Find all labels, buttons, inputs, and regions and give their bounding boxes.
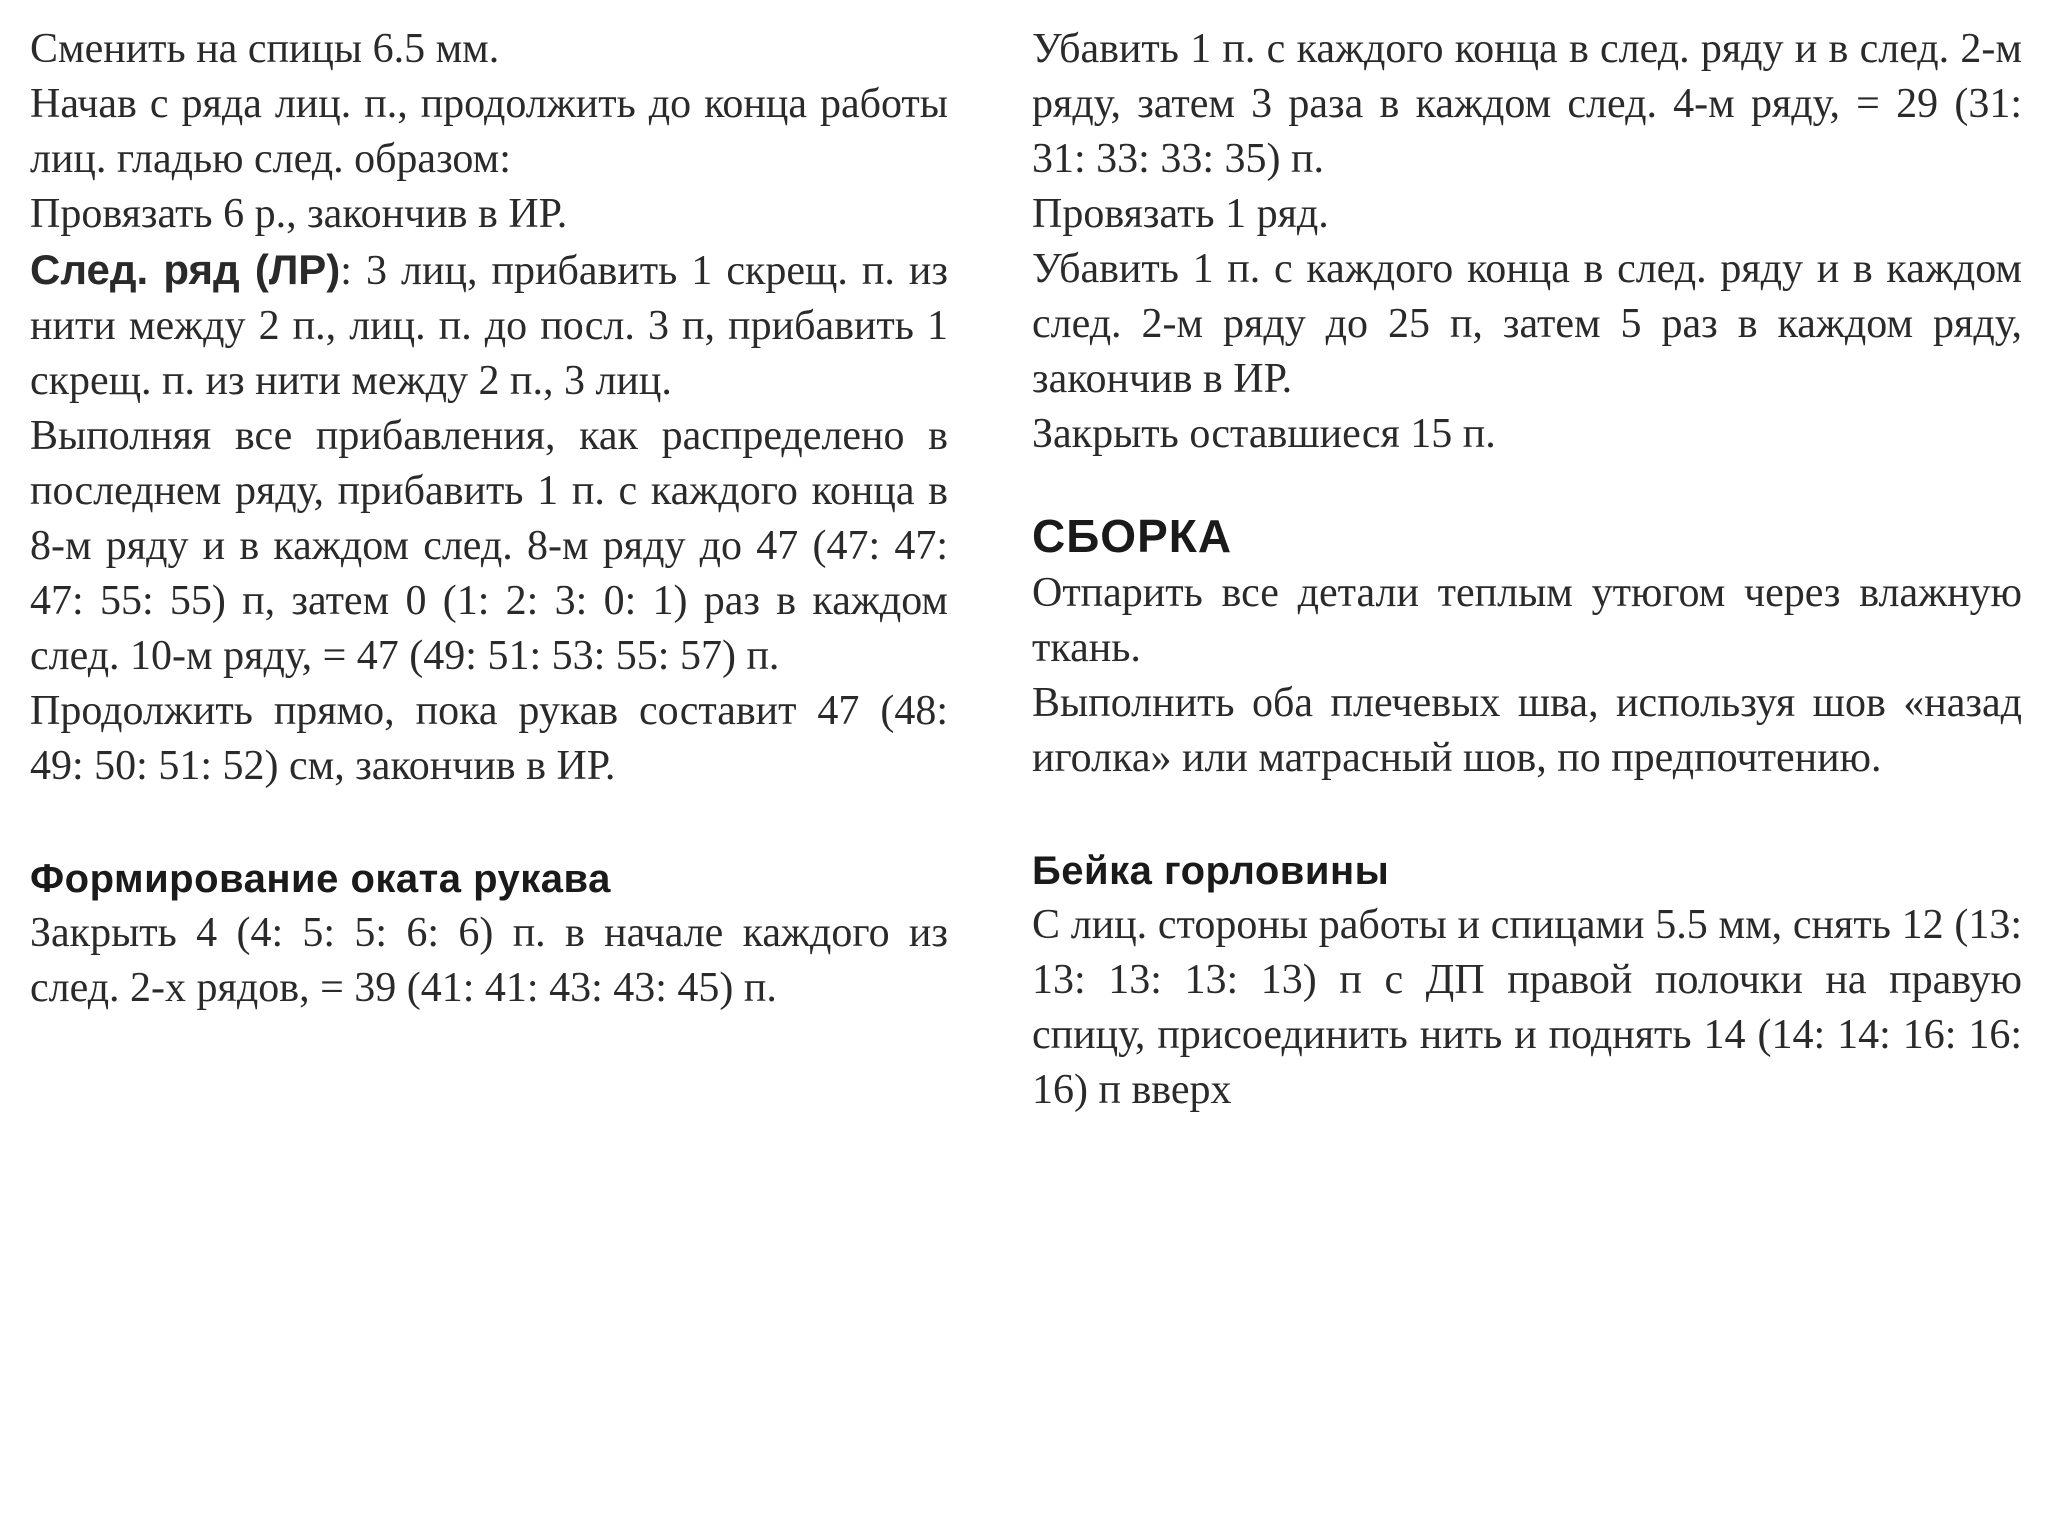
instruction-paragraph: Выполнить оба плечевых шва, используя шов «назад иголка» или матрасный шов, по предпочтению. [1032,680,2022,781]
instruction-paragraph: Выполняя все прибавления, как распределено в последнем ряду, прибавить 1 п. с каждого конца в 8-м ряду и в каждом след. 8-м ряду до 47 (47: 47: 47: 55: 55) п, затем 0 (1: 2: 3: 0: 1) раз в каждом след. 10-м ряду, = 47 (49: 51: 53: 55: 57) п. [30,413,948,679]
section-heading: Бейка горловины [1032,849,1390,893]
left-column [30,22,948,1016]
right-column [1032,22,2022,1118]
row-instruction: : 3 лиц, прибавить 1 скрещ. п. из нити между 2 п., лиц. п. до посл. 3 п, прибавить 1 скрещ. п. из нити между 2 п., 3 лиц. [30,248,948,404]
instruction-paragraph: Закрыть 4 (4: 5: 5: 6: 6) п. в начале каждого из след. 2-х рядов, = 39 (41: 41: 43: 43: 45) п. [30,910,948,1011]
section-heading: Формирование оката рукава [30,857,611,901]
instruction-paragraph: Начав с ряда лиц. п., продолжить до конца работы лиц. гладью след. образом: [30,81,948,182]
instruction-paragraph: Продолжить прямо, пока рукав составит 47 (48: 49: 50: 51: 52) см, закончив в ИР. [30,688,948,789]
instruction-paragraph: Провязать 6 р., закончив в ИР. [30,191,568,237]
instruction-paragraph: Убавить 1 п. с каждого конца в след. ряду и в каждом след. 2-м ряду до 25 п, затем 5 раз в каждом ряду, закончив в ИР. [1032,246,2022,402]
instruction-paragraph: Провязать 1 ряд. [1032,191,1329,237]
instruction-paragraph: Сменить на спицы 6.5 мм. [30,26,500,72]
instruction-paragraph [30,242,948,409]
row-label: След. ряд (ЛР) [30,246,341,293]
instruction-paragraph: Отпарить все детали теплым утюгом через влажную ткань. [1032,570,2022,671]
instruction-paragraph: Убавить 1 п. с каждого конца в след. ряду и в след. 2-м ряду, затем 3 раза в каждом след. 4-м ряду, = 29 (31: 31: 33: 33: 35) п. [1032,26,2022,182]
instruction-paragraph: С лиц. стороны работы и спицами 5.5 мм, снять 12 (13: 13: 13: 13: 13) п с ДП правой полочки на правую спицу, присоединить нить и поднять 14 (14: 14: 16: 16: 16) п вверх [1032,902,2022,1113]
instruction-paragraph: Закрыть оставшиеся 15 п. [1032,411,1496,457]
section-heading: СБОРКА [1032,510,1233,562]
